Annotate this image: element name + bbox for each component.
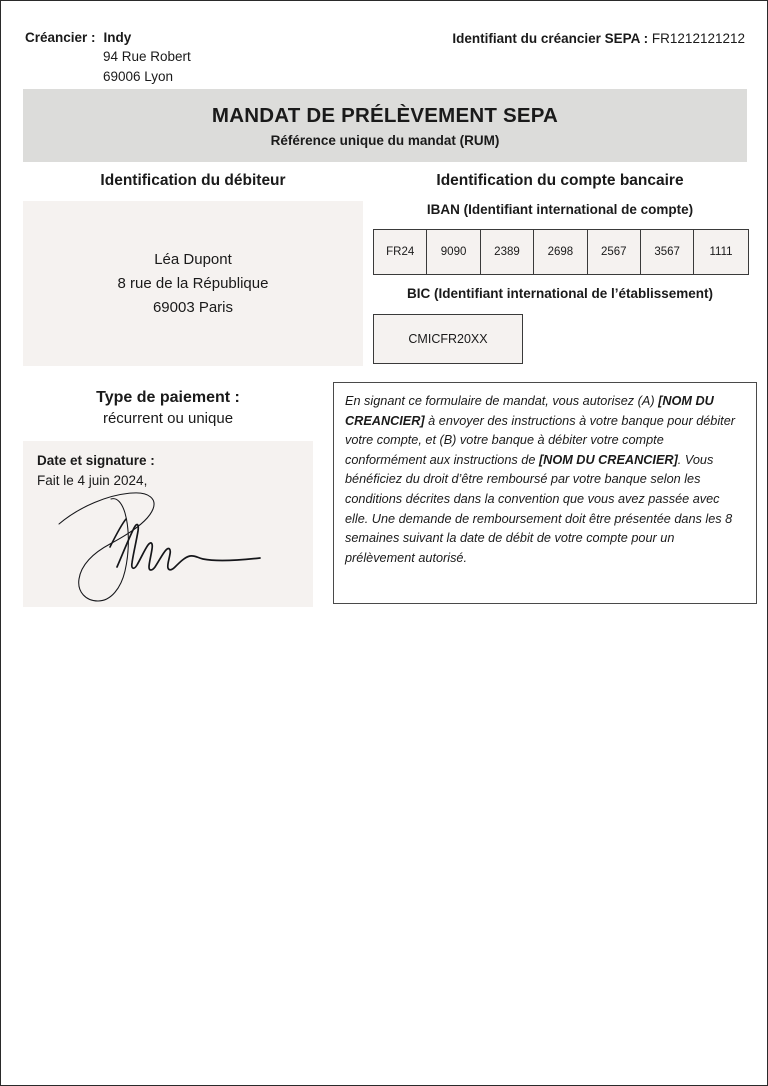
creditor-name: Indy (103, 30, 132, 45)
iban-cell: 2567 (588, 230, 641, 274)
date-signature-label: Date et signature : (37, 453, 155, 468)
payment-type-value: récurrent ou unique (102, 410, 234, 427)
legal-authorization-text (345, 392, 745, 568)
legal-authorization-box (333, 382, 757, 604)
iban-cell: 1111 (709, 246, 733, 258)
payment-type-block (23, 389, 313, 427)
page-title: MANDAT DE PRÉLÈVEMENT SEPA (211, 103, 559, 127)
handwritten-signature-mark (53, 491, 283, 606)
iban-label: IBAN (Identifiant international de compte) (426, 202, 694, 217)
debtor-section-heading: Identification du débiteur (100, 172, 286, 189)
legal-text-part-2: à envoyer des instructions à votre banque pour débiter votre compte, et (B) votre banque à débiter votre compte conformément aux instructions de (345, 413, 735, 467)
debtor-details (118, 248, 269, 320)
sepa-creditor-identifier-value: FR1212121212 (651, 31, 745, 46)
iban-cell: 9090 (427, 230, 480, 274)
legal-text-part-3: . Vous bénéficiez du droit d’être remboursé par votre banque selon les conditions décrites dans la convention que vous avez passée avec elle. Une demande de remboursement doit être présentée dans les 8 semaines suivant la date de débit de votre compte pour un prélèvement autorisé. (345, 452, 733, 565)
creditor-label: Créancier : (25, 30, 96, 45)
creditor-address-line-2: 69006 Lyon (103, 69, 174, 84)
creditor-address-line-1: 94 Rue Robert (103, 49, 191, 64)
creditor-placeholder: [NOM DU CREANCIER] (345, 394, 714, 428)
signature-date: Fait le 4 juin 2024, (37, 473, 148, 488)
iban-cell: FR24 (374, 230, 427, 274)
debtor-name: Léa Dupont (154, 250, 232, 268)
bic-value-box: CMICFR20XX (373, 314, 523, 364)
iban-grid (373, 229, 749, 275)
document-title-banner (23, 89, 747, 162)
creditor-placeholder: [NOM DU CREANCIER] (538, 452, 678, 467)
creditor-block (25, 28, 191, 87)
bank-section-heading: Identification du compte bancaire (436, 172, 684, 189)
debtor-identification-box (23, 201, 363, 366)
sepa-creditor-identifier-label: Identifiant du créancier SEPA : (452, 31, 649, 46)
debtor-address-line-1: 8 rue de la République (117, 274, 269, 292)
debtor-address-line-2: 69003 Paris (152, 298, 234, 316)
bic-label: BIC (Identifiant international de l’établissement) (406, 286, 714, 301)
sepa-creditor-identifier (452, 31, 745, 46)
iban-cell: 3567 (641, 230, 694, 274)
iban-cell: 2389 (481, 230, 534, 274)
iban-cell: 2698 (534, 230, 587, 274)
date-and-signature-box (23, 441, 313, 607)
payment-type-label: Type de paiement : (96, 389, 240, 406)
legal-text-part-1: En signant ce formulaire de mandat, vous autorisez (A) (345, 394, 659, 408)
creditor-name-row (25, 28, 191, 47)
page-subtitle: Référence unique du mandat (RUM) (270, 132, 500, 148)
